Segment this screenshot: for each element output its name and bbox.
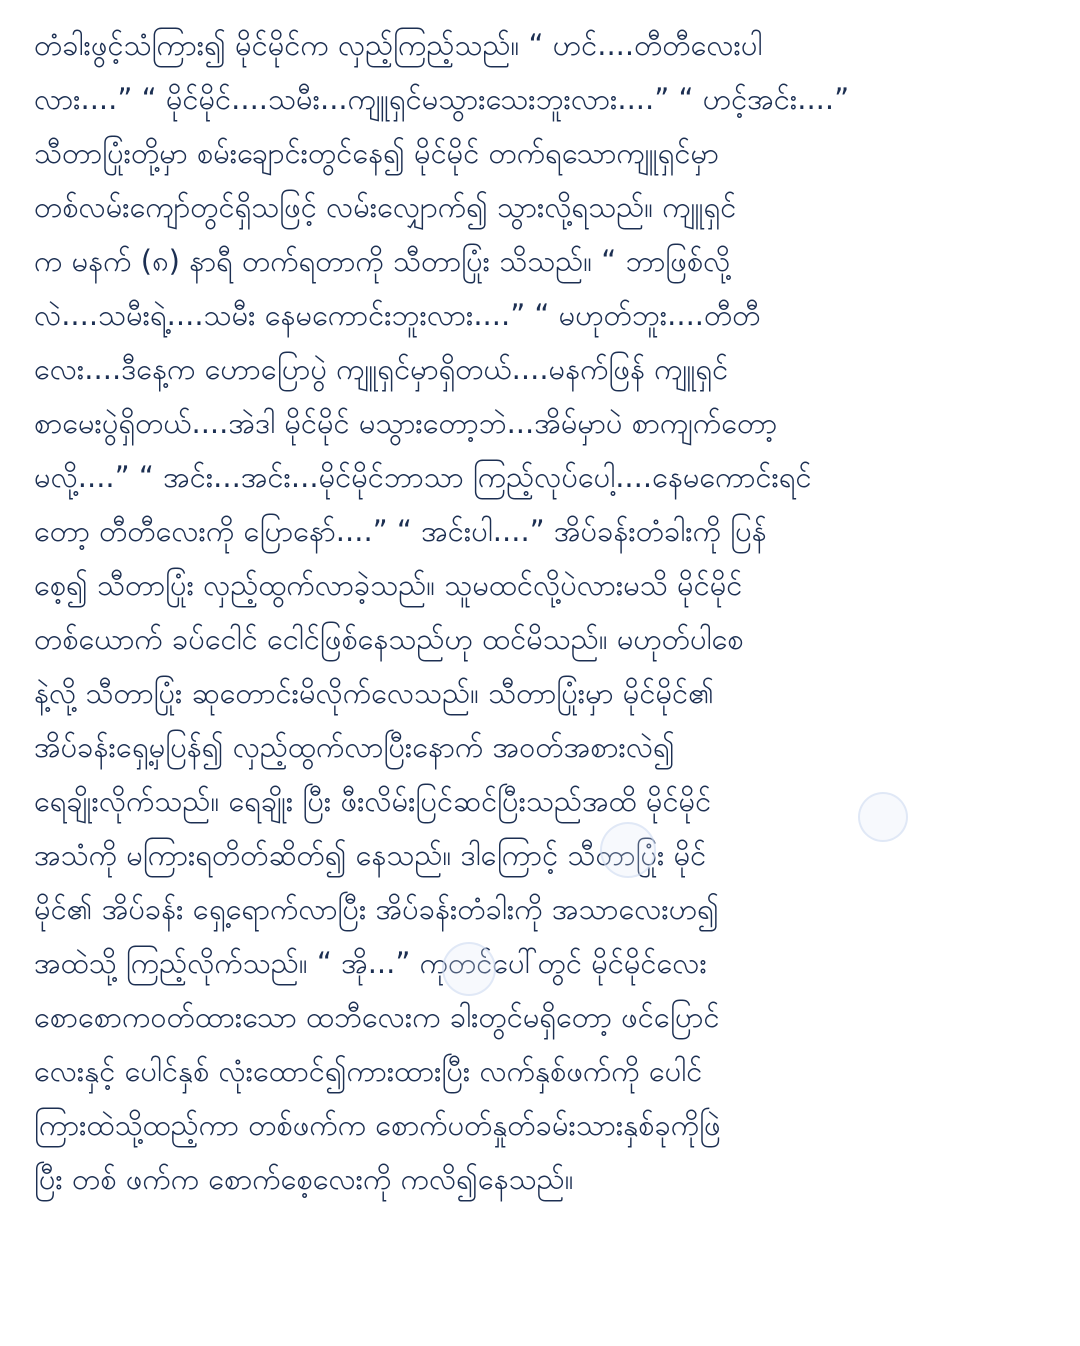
text-line: တော့ တီတီလေးကို ပြောနော်....” “ အင်းပါ....” အိပ်ခန်းတံခါးကို ပြန် xyxy=(34,514,767,548)
text-line: က မနက် (၈) နာရီ တက်ရတာကို သီတာပြုံး သိသည်။ “ ဘာဖြစ်လို့ xyxy=(34,244,731,278)
text-line: စောစောကဝတ်ထားသော ထဘီလေးက ခါးတွင်မရှိတော့ ဖင်ပြောင် xyxy=(34,1000,720,1034)
text-line: ကြားထဲသို့ထည့်ကာ တစ်ဖက်က စောက်ပတ်နှုတ်ခမ်းသားနှစ်ခုကိုဖြဲ xyxy=(34,1108,721,1142)
text-line: လေး....ဒီနေ့က ဟောပြောပွဲ ကျူရှင်မှာရှိတယ်....မနက်ဖြန် ကျူရှင် xyxy=(34,352,729,386)
text-line: အထဲသို့ ကြည့်လိုက်သည်။ “ အို...” ကုတင်ပေါ်တွင် မိုင်မိုင်လေး xyxy=(34,946,707,980)
text-line: စာမေးပွဲရှိတယ်....အဲဒါ မိုင်မိုင် မသွားတော့ဘဲ...အိမ်မှာပဲ စာကျက်တော့ xyxy=(34,406,778,440)
text-line: စေ့၍ သီတာပြုံး လှည့်ထွက်လာခဲ့သည်။ သူမထင်လို့ပဲလားမသိ မိုင်မိုင် xyxy=(34,568,743,602)
text-line: သီတာပြုံးတို့မှာ စမ်းချောင်းတွင်နေ၍ မိုင်မိုင် တက်ရသောကျူရှင်မှာ xyxy=(34,136,719,170)
text-line: ရေချိုးလိုက်သည်။ ရေချိုး ပြီး ဖီးလိမ်းပြင်ဆင်ပြီးသည်အထိ မိုင်မိုင် xyxy=(34,784,712,818)
text-line: တစ်ယောက် ခပ်ငေါင် ငေါင်ဖြစ်နေသည်ဟု ထင်မိသည်။ မဟုတ်ပါစေ xyxy=(34,622,744,656)
text-line: တံခါးဖွင့်သံကြား၍ မိုင်မိုင်က လှည့်ကြည့်သည်။ “ ဟင်....တီတီလေးပါ xyxy=(34,28,763,62)
text-line: လဲ....သမီးရဲ့....သမီး နေမကောင်းဘူးလား....” “ မဟုတ်ဘူး....တီတီ xyxy=(34,298,761,332)
text-line: မိုင်၏ အိပ်ခန်း ရှေ့ရောက်လာပြီး အိပ်ခန်းတံခါးကို အသာလေးဟ၍ xyxy=(34,892,719,926)
text-line: အသံကို မကြားရတိတ်ဆိတ်၍ နေသည်။ ဒါကြောင့် သီတာပြုံး မိုင် xyxy=(34,838,707,872)
text-line: တစ်လမ်းကျော်တွင်ရှိသဖြင့် လမ်းလျှောက်၍ သွားလို့ရသည်။ ကျူရှင် xyxy=(34,190,737,224)
story-text xyxy=(34,18,1044,1206)
text-line: လေးနှင့် ပေါင်နှစ် လုံးထောင်၍ကားထားပြီး လက်နှစ်ဖက်ကို ပေါင် xyxy=(34,1054,703,1088)
text-line: ပြီး တစ် ဖက်က စောက်စေ့လေးကို ကလိ၍နေသည်။ xyxy=(34,1162,574,1196)
text-line: အိပ်ခန်းရှေ့မှပြန်၍ လှည့်ထွက်လာပြီးနောက် အဝတ်အစားလဲ၍ xyxy=(34,730,675,764)
text-line: လား....” “ မိုင်မိုင်....သမီး...ကျူရှင်မသွားသေးဘူးလား....” “ ဟင့်အင်း....” xyxy=(34,82,850,116)
text-line: မလို့....” “ အင်း...အင်း...မိုင်မိုင်ဘာသာ ကြည့်လုပ်ပေါ့....နေမကောင်းရင် xyxy=(34,460,812,494)
text-line: နဲ့လို့ သီတာပြုံး ဆုတောင်းမိလိုက်လေသည်။ သီတာပြုံးမှာ မိုင်မိုင်၏ xyxy=(34,676,714,710)
